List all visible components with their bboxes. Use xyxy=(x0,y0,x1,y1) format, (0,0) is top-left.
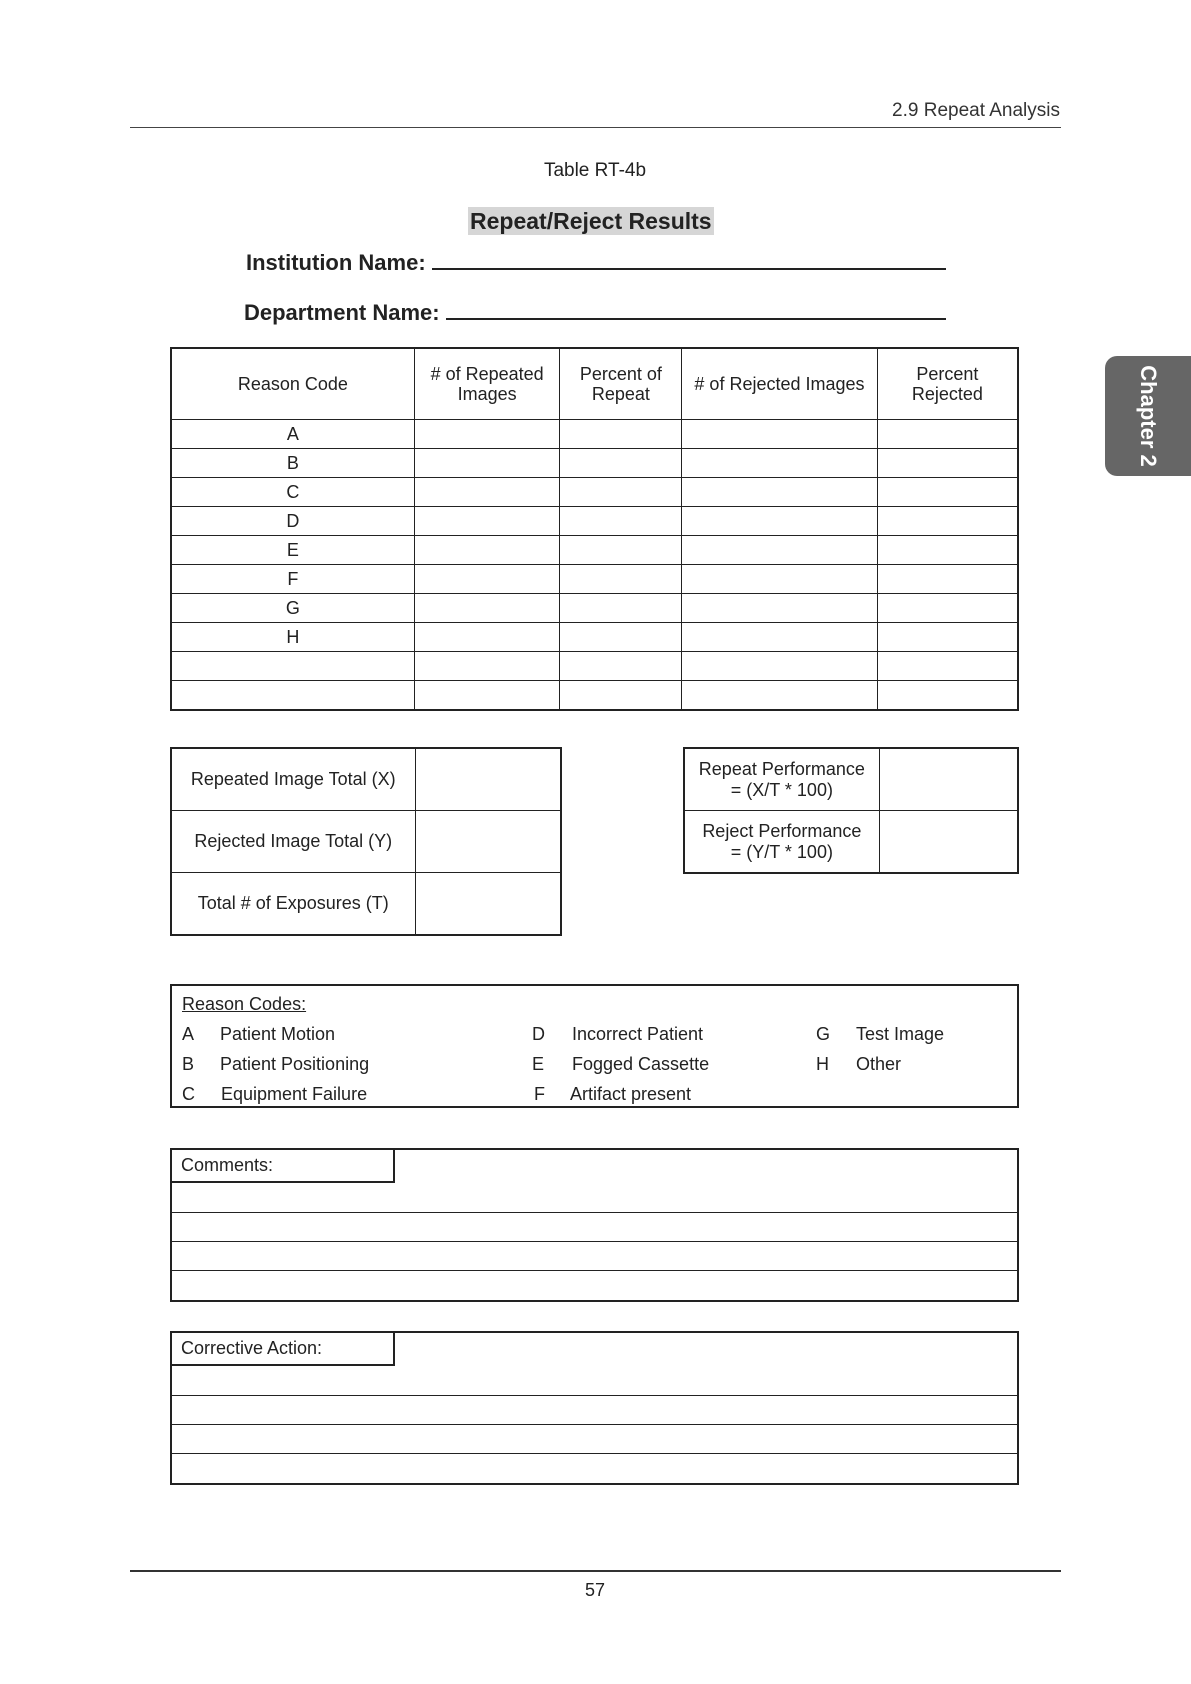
repeated-total-label: Repeated Image Total (X) xyxy=(171,748,415,811)
reason-codes-heading: Reason Codes: xyxy=(182,994,307,1014)
reason-code-cell: E xyxy=(171,536,414,565)
percent-repeat-cell[interactable] xyxy=(560,681,682,711)
reason-code-cell: A xyxy=(171,420,414,449)
percent-rejected-cell[interactable] xyxy=(877,420,1018,449)
table-row xyxy=(171,652,1018,681)
percent-repeat-cell[interactable] xyxy=(560,565,682,594)
footer-rule xyxy=(130,1570,1061,1572)
reject-performance-value[interactable] xyxy=(879,811,1018,874)
corrective-action-label: Corrective Action: xyxy=(172,1333,395,1366)
col-header-line: Percent xyxy=(916,364,979,384)
col-header-reason-code: Reason Code xyxy=(171,348,414,420)
rejected-count-cell[interactable] xyxy=(682,478,878,507)
reason-code-cell: F xyxy=(171,565,414,594)
reason-code-cell[interactable] xyxy=(171,681,414,711)
percent-repeat-cell[interactable] xyxy=(560,623,682,652)
percent-repeat-cell[interactable] xyxy=(560,507,682,536)
rejected-count-cell[interactable] xyxy=(682,449,878,478)
reason-code-letter: F xyxy=(534,1084,545,1104)
institution-name-blank[interactable] xyxy=(432,246,946,270)
corrective-action-line xyxy=(172,1453,1017,1454)
col-header-line: Images xyxy=(457,384,517,404)
table-row xyxy=(171,873,561,936)
repeat-performance-label xyxy=(684,748,879,811)
rejected-count-cell[interactable] xyxy=(682,507,878,536)
page-title: Repeat/Reject Results xyxy=(470,208,712,234)
col-header-line: Percent of xyxy=(579,364,662,384)
reason-code-cell: B xyxy=(171,449,414,478)
percent-rejected-cell[interactable] xyxy=(877,536,1018,565)
department-name-label: Department Name: xyxy=(244,300,440,325)
repeated-count-cell[interactable] xyxy=(414,565,560,594)
reason-code-cell: D xyxy=(171,507,414,536)
table-row xyxy=(171,565,1018,594)
total-exposures-value[interactable] xyxy=(415,873,561,936)
performance-line: Repeat Performance xyxy=(698,758,865,779)
reason-code-letter: B xyxy=(182,1054,195,1074)
rejected-count-cell[interactable] xyxy=(682,681,878,711)
rejected-count-cell[interactable] xyxy=(682,652,878,681)
chapter-tab-label: Chapter 2 xyxy=(1136,365,1161,467)
reason-code-label: Other xyxy=(856,1054,902,1074)
institution-name-label: Institution Name: xyxy=(246,250,426,275)
table-row xyxy=(171,449,1018,478)
percent-rejected-cell[interactable] xyxy=(877,478,1018,507)
percent-repeat-cell[interactable] xyxy=(560,594,682,623)
percent-rejected-cell[interactable] xyxy=(877,507,1018,536)
percent-rejected-cell[interactable] xyxy=(877,594,1018,623)
reason-code-letter: G xyxy=(816,1024,831,1044)
table-row xyxy=(171,536,1018,565)
percent-repeat-cell[interactable] xyxy=(560,420,682,449)
performance-formula: = (X/T * 100) xyxy=(730,779,833,800)
department-name-field[interactable] xyxy=(244,296,946,327)
reason-code-cell[interactable] xyxy=(171,652,414,681)
reason-code-letter: H xyxy=(816,1054,829,1074)
col-header-rejected-images: # of Rejected Images xyxy=(682,348,878,420)
reason-code-label: Test Image xyxy=(856,1024,945,1044)
col-header-line: Rejected xyxy=(911,384,983,404)
performance-table xyxy=(683,747,1019,874)
rejected-total-label: Rejected Image Total (Y) xyxy=(171,811,415,873)
header-rule xyxy=(130,127,1061,128)
repeated-count-cell[interactable] xyxy=(414,594,560,623)
table-row xyxy=(171,748,561,811)
corrective-action-line xyxy=(172,1395,1017,1396)
percent-rejected-cell[interactable] xyxy=(877,449,1018,478)
reason-code-label: Equipment Failure xyxy=(221,1084,368,1104)
repeated-count-cell[interactable] xyxy=(414,478,560,507)
reason-code-letter: E xyxy=(532,1054,545,1074)
comments-line xyxy=(172,1212,1017,1213)
reason-code-letter: A xyxy=(182,1024,195,1044)
chapter-tab xyxy=(1105,356,1191,476)
table-row xyxy=(684,811,1018,874)
repeated-total-value[interactable] xyxy=(415,748,561,811)
institution-name-field[interactable] xyxy=(246,246,946,277)
percent-rejected-cell[interactable] xyxy=(877,681,1018,711)
totals-table xyxy=(170,747,562,936)
percent-repeat-cell[interactable] xyxy=(560,449,682,478)
col-header-repeated-images xyxy=(414,348,560,420)
page-number: 57 xyxy=(584,1580,606,1600)
repeated-count-cell[interactable] xyxy=(414,420,560,449)
col-header-line: Repeat xyxy=(591,384,650,404)
table-row xyxy=(171,681,1018,711)
table-row xyxy=(171,811,561,873)
rejected-count-cell[interactable] xyxy=(682,623,878,652)
rejected-count-cell[interactable] xyxy=(682,420,878,449)
table-id: Table RT-4b xyxy=(543,160,647,181)
table-row xyxy=(171,594,1018,623)
reason-code-label: Artifact present xyxy=(570,1084,692,1104)
rejected-total-value[interactable] xyxy=(415,811,561,873)
table-row xyxy=(684,748,1018,811)
reason-code-letter: C xyxy=(182,1084,195,1104)
table-header-row xyxy=(171,348,1018,420)
col-header-percent-rejected xyxy=(877,348,1018,420)
reason-code-label: Patient Positioning xyxy=(220,1054,370,1074)
rejected-count-cell[interactable] xyxy=(682,594,878,623)
repeated-count-cell[interactable] xyxy=(414,681,560,711)
reason-code-cell: G xyxy=(171,594,414,623)
comments-label: Comments: xyxy=(172,1150,395,1183)
percent-repeat-cell[interactable] xyxy=(560,536,682,565)
repeated-count-cell[interactable] xyxy=(414,449,560,478)
table-row xyxy=(171,623,1018,652)
comments-line xyxy=(172,1241,1017,1242)
table-row xyxy=(171,478,1018,507)
table-row xyxy=(171,507,1018,536)
reason-code-label: Fogged Cassette xyxy=(572,1054,710,1074)
reason-codes-legend xyxy=(170,984,1019,1108)
reason-code-label: Patient Motion xyxy=(220,1024,336,1044)
reason-code-letter: D xyxy=(532,1024,545,1044)
repeated-count-cell[interactable] xyxy=(414,623,560,652)
corrective-action-box[interactable] xyxy=(170,1331,1019,1485)
percent-rejected-cell[interactable] xyxy=(877,652,1018,681)
reject-performance-label xyxy=(684,811,879,874)
performance-line: Reject Performance xyxy=(702,820,862,841)
corrective-action-line xyxy=(172,1424,1017,1425)
reason-code-cell: H xyxy=(171,623,414,652)
reason-code-label: Incorrect Patient xyxy=(572,1024,704,1044)
rejected-count-cell[interactable] xyxy=(682,565,878,594)
reason-code-cell: C xyxy=(171,478,414,507)
percent-repeat-cell[interactable] xyxy=(560,652,682,681)
repeat-performance-value[interactable] xyxy=(879,748,1018,811)
department-name-blank[interactable] xyxy=(446,296,946,320)
percent-rejected-cell[interactable] xyxy=(877,623,1018,652)
repeated-count-cell[interactable] xyxy=(414,536,560,565)
repeat-reject-table xyxy=(170,347,1019,711)
col-header-percent-repeat xyxy=(560,348,682,420)
percent-rejected-cell[interactable] xyxy=(877,565,1018,594)
col-header-line: # of Repeated xyxy=(430,364,544,384)
total-exposures-label: Total # of Exposures (T) xyxy=(171,873,415,936)
rejected-count-cell[interactable] xyxy=(682,536,878,565)
repeated-count-cell[interactable] xyxy=(414,507,560,536)
comments-box[interactable] xyxy=(170,1148,1019,1302)
table-row xyxy=(171,420,1018,449)
percent-repeat-cell[interactable] xyxy=(560,478,682,507)
performance-formula: = (Y/T * 100) xyxy=(730,841,833,862)
repeated-count-cell[interactable] xyxy=(414,652,560,681)
section-header: 2.9 Repeat Analysis xyxy=(892,100,1060,121)
comments-line xyxy=(172,1270,1017,1271)
